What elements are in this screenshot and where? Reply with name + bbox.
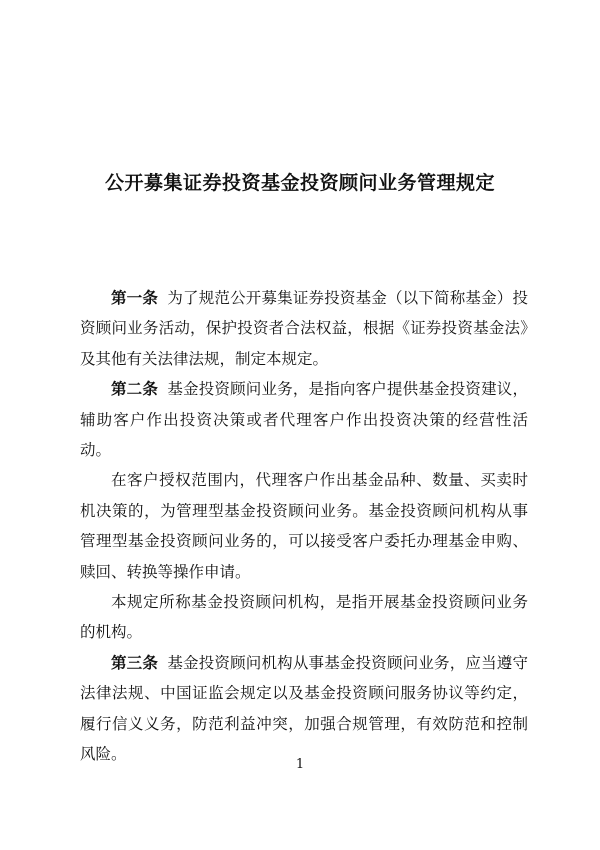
paragraph-text: 为了规范公开募集证券投资基金（以下简称基金）投资顾问业务活动，保护投资者合法权益，根据《证券投资基金法》及其他有关法律法规，制定本规定。 — [80, 289, 528, 368]
paragraph-article-2 — [80, 374, 528, 465]
paragraph-managed-advisory — [80, 465, 528, 587]
paragraph-advisory-institution-definition — [80, 587, 528, 648]
paragraph-text: 在客户授权范围内，代理客户作出基金品种、数量、买卖时机决策的，为管理型基金投资顾问业务。基金投资顾问机构从事管理型基金投资顾问业务的，可以接受客户委托办理基金申购、赎回、转换等操作申请。 — [80, 471, 528, 581]
paragraph-text: 基金投资顾问业务，是指向客户提供基金投资建议，辅助客户作出投资决策或者代理客户作出投资决策的经营性活动。 — [80, 380, 528, 460]
article-number: 第一条 — [111, 289, 159, 307]
paragraph-text: 本规定所称基金投资顾问机构，是指开展基金投资顾问业务的机构。 — [80, 593, 528, 642]
article-number: 第二条 — [111, 380, 159, 399]
paragraph-article-3 — [80, 648, 528, 770]
article-number: 第三条 — [111, 653, 159, 672]
paragraph-article-1 — [80, 283, 528, 374]
page-number: 1 — [295, 757, 305, 772]
document-body — [80, 283, 528, 770]
document-title: 公开募集证券投资基金投资顾问业务管理规定 — [104, 172, 495, 194]
paragraph-text: 基金投资顾问机构从事基金投资顾问业务，应当遵守法律法规、中国证监会规定以及基金投资顾问服务协议等约定，履行信义义务，防范利益冲突，加强合规管理，有效防范和控制风险。 — [80, 653, 528, 764]
